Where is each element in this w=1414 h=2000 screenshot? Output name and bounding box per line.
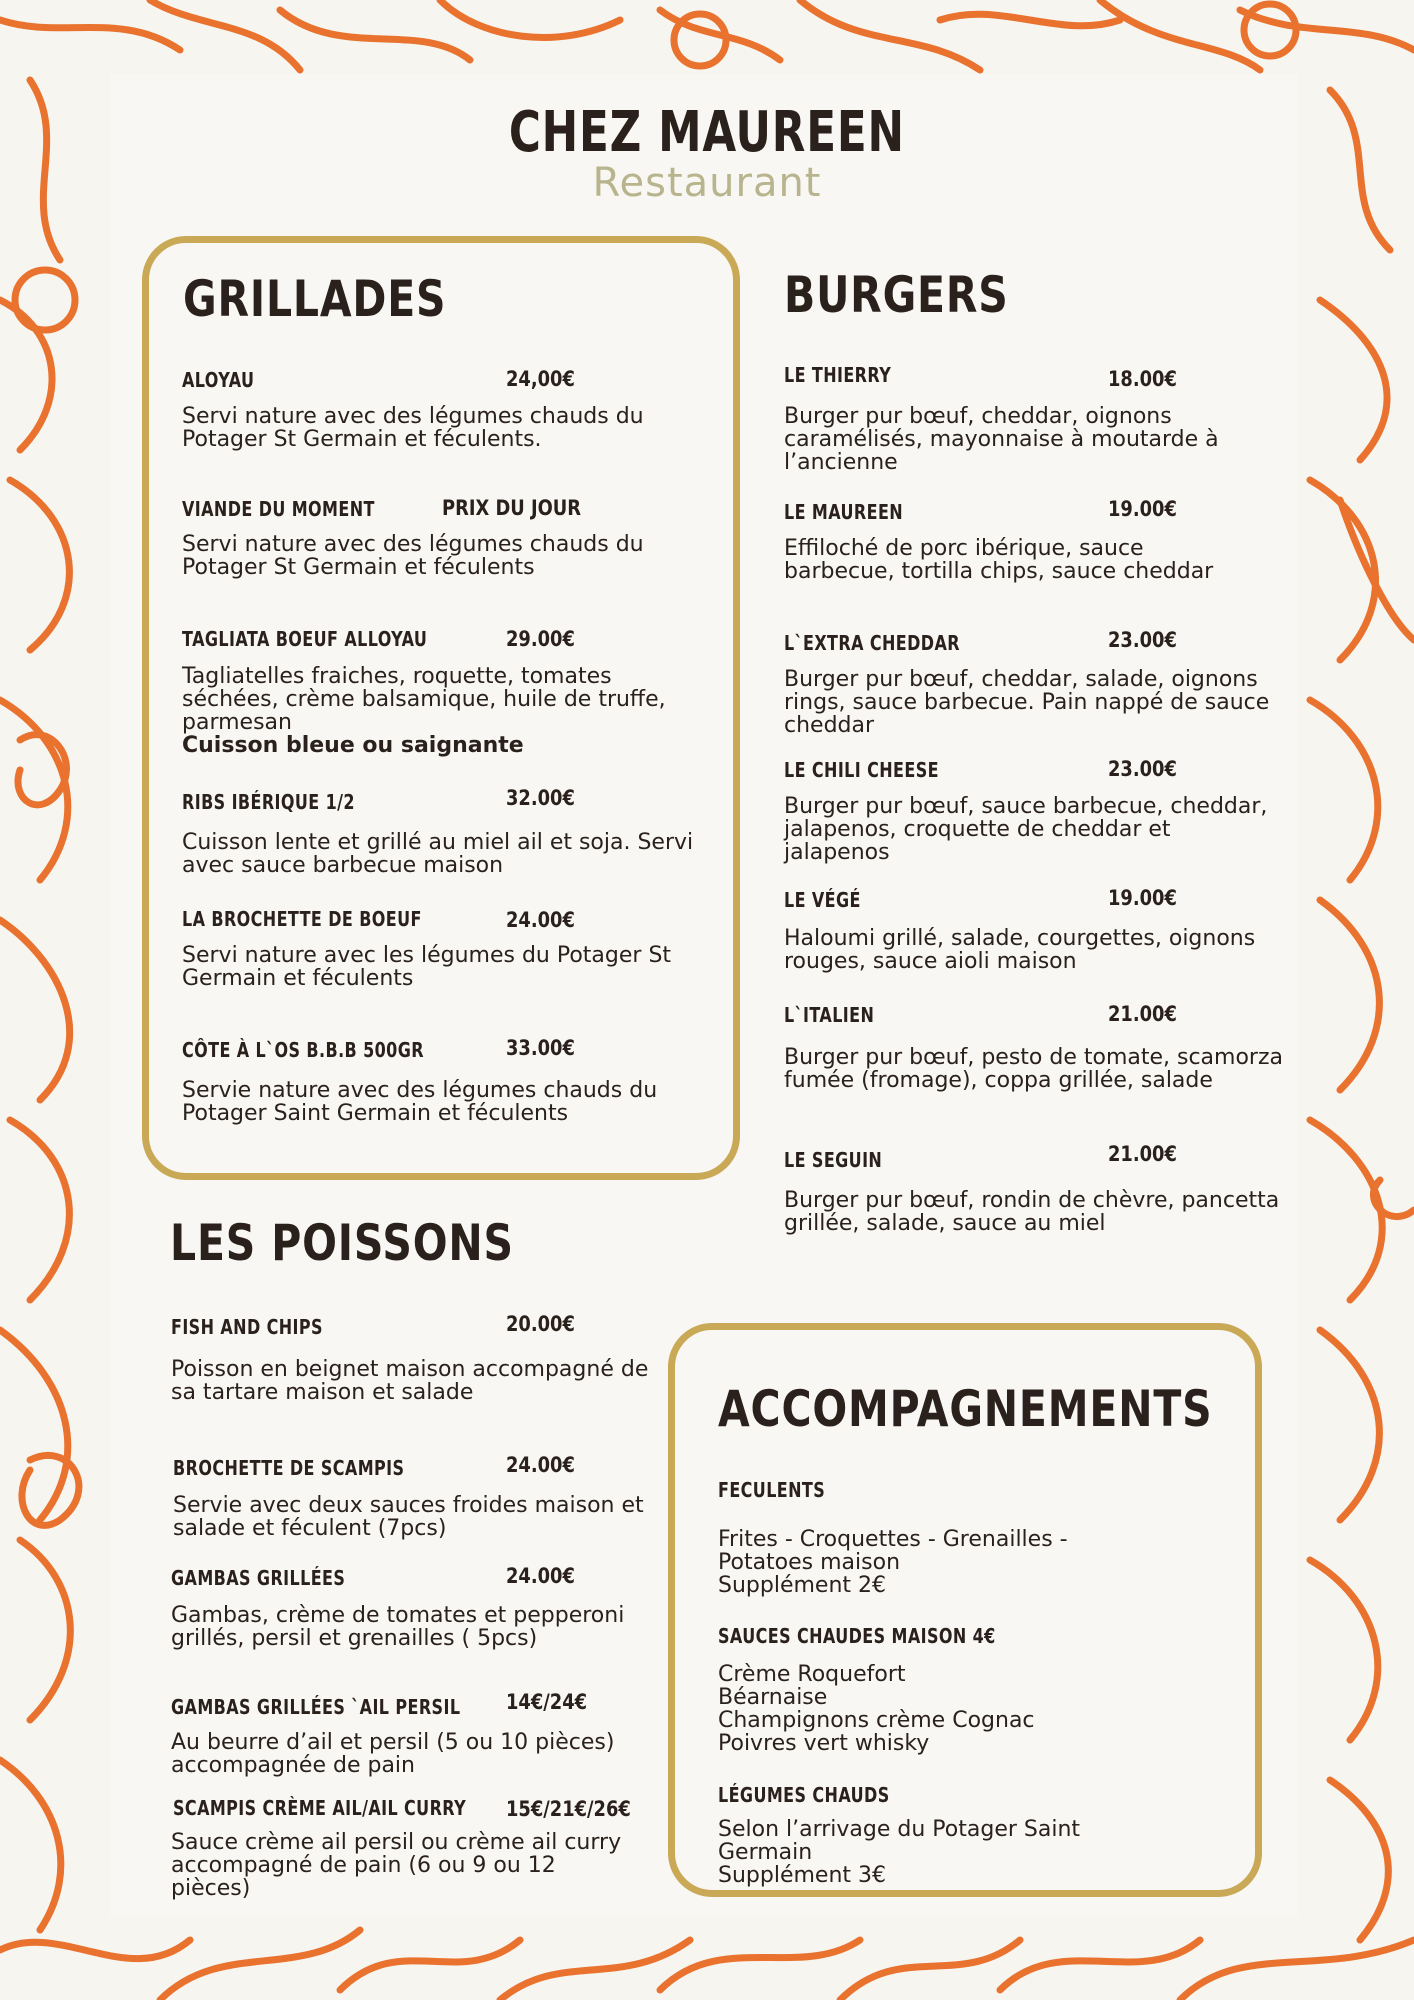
accompagnements-line: Supplément 3€ (718, 1863, 887, 1888)
burgers-item-desc: Burger pur bœuf, pesto de tomate, scamorza fumée (fromage), coppa grillée, salade (784, 1045, 1284, 1093)
burgers-item-desc: Burger pur bœuf, cheddar, salade, oignons rings, sauce barbecue. Pain nappé de sauce cheddar (784, 667, 1270, 738)
poissons-title: LES POISSONS (170, 1214, 514, 1272)
accompagnements-line: Béarnaise (718, 1685, 828, 1710)
grillades-title: GRILLADES (183, 270, 447, 328)
grillades-item-price: PRIX DU JOUR (442, 496, 582, 520)
grillades-item-price: 32.00€ (506, 786, 575, 810)
poissons-item-desc: Au beurre d’ail et persil (5 ou 10 pièces) accompagnée de pain (171, 1730, 615, 1778)
accompagnements-line: Germain (718, 1840, 813, 1865)
poissons-item-price: 14€/24€ (506, 1690, 588, 1714)
restaurant-name-text: CHEZ MAUREEN (509, 100, 905, 165)
burgers-item-price: 23.00€ (1108, 757, 1177, 781)
burgers-item-price: 19.00€ (1108, 497, 1177, 521)
accompagnements-group-lines (718, 1528, 1218, 1597)
poissons-item-desc: Gambas, crème de tomates et pepperoni grillés, persil et grenailles ( 5pcs) (171, 1603, 625, 1651)
accompagnements-group-name: SAUCES CHAUDES MAISON 4€ (718, 1624, 996, 1648)
burgers-item-price: 21.00€ (1108, 1002, 1177, 1026)
poissons-item-price: 15€/21€/26€ (506, 1797, 631, 1821)
burgers-item-desc: Burger pur bœuf, rondin de chèvre, pancetta grillée, salade, sauce au miel (784, 1188, 1280, 1236)
grillades-item-name: TAGLIATA BOEUF ALLOYAU (182, 627, 428, 651)
burgers-item-desc: Haloumi grillé, salade, courgettes, oignons rouges, sauce aioli maison (784, 926, 1256, 974)
grillades-item-desc: Cuisson lente et grillé au miel ail et soja. Servi avec sauce barbecue maison (182, 830, 694, 878)
grillades-item-desc (182, 665, 702, 757)
poissons-item-name: GAMBAS GRILLÉES `AIL PERSIL (171, 1695, 461, 1719)
poissons-item-price: 24.00€ (506, 1564, 575, 1588)
grillades-item-price: 33.00€ (506, 1036, 575, 1060)
poissons-item-name: GAMBAS GRILLÉES (171, 1566, 346, 1590)
poissons-item-desc: Poisson en beignet maison accompagné de sa tartare maison et salade (171, 1357, 649, 1405)
accompagnements-title: ACCOMPAGNEMENTS (718, 1380, 1213, 1438)
grillades-item-name: VIANDE DU MOMENT (182, 497, 375, 521)
burgers-item-name: LE MAUREEN (784, 500, 904, 524)
accompagnements-group-name: FECULENTS (718, 1478, 826, 1502)
grillades-item-price: 24,00€ (506, 367, 575, 391)
cuisson-note: Cuisson bleue ou saignante (182, 733, 524, 758)
burgers-item-price: 23.00€ (1108, 628, 1177, 652)
burgers-item-desc: Burger pur bœuf, cheddar, oignons caramélisés, mayonnaise à moutarde à l’ancienne (784, 404, 1219, 475)
burgers-item-name: LE CHILI CHEESE (784, 758, 939, 782)
grillades-item-name: RIBS IBÉRIQUE 1/2 (182, 790, 355, 814)
accompagnements-line: Poivres vert whisky (718, 1731, 930, 1756)
accompagnements-line: Champignons crème Cognac (718, 1708, 1035, 1733)
poissons-item-price: 24.00€ (506, 1453, 575, 1477)
poissons-item-price: 20.00€ (506, 1312, 575, 1336)
grillades-item-price: 24.00€ (506, 908, 575, 932)
burgers-item-price: 18.00€ (1108, 367, 1177, 391)
poissons-item-name: SCAMPIS CRÈME AIL/AIL CURRY (173, 1796, 467, 1820)
poissons-item-name: FISH AND CHIPS (171, 1315, 323, 1339)
burgers-item-desc: Effiloché de porc ibérique, sauce barbecue, tortilla chips, sauce cheddar (784, 536, 1214, 584)
burgers-item-name: LE VÉGÉ (784, 888, 861, 912)
grillades-item-desc: Servie nature avec des légumes chauds du Potager Saint Germain et féculents (182, 1078, 658, 1126)
burgers-item-name: LE THIERRY (784, 363, 892, 387)
burgers-item-price: 19.00€ (1108, 886, 1177, 910)
grillades-item-desc: Servi nature avec les légumes du Potager St Germain et féculents (182, 943, 672, 991)
grillades-item-name: ALOYAU (182, 368, 255, 392)
burgers-item-name: L`ITALIEN (784, 1003, 875, 1027)
accompagnements-line: Potatoes maison (718, 1550, 901, 1575)
restaurant-subtitle: Restaurant (592, 160, 822, 206)
poissons-item-desc: Servie avec deux sauces froides maison et salade et féculent (7pcs) (173, 1493, 644, 1541)
accompagnements-line: Selon l’arrivage du Potager Saint (718, 1817, 1081, 1842)
burgers-item-name: L`EXTRA CHEDDAR (784, 631, 960, 655)
grillades-item-desc: Servi nature avec des légumes chauds du Potager St Germain et féculents (182, 532, 644, 580)
accompagnements-group-lines (718, 1663, 1218, 1755)
accompagnements-line: Crème Roquefort (718, 1662, 906, 1687)
burgers-item-desc: Burger pur bœuf, sauce barbecue, cheddar, jalapenos, croquette de cheddar et jalapenos (784, 794, 1268, 865)
accompagnements-group-name: LÉGUMES CHAUDS (718, 1783, 890, 1807)
poissons-item-desc: Sauce crème ail persil ou crème ail curry accompagné de pain (6 ou 9 ou 12 pièces) (171, 1830, 622, 1901)
grillades-item-desc: Servi nature avec des légumes chauds du Potager St Germain et féculents. (182, 404, 644, 452)
grillades-item-name: CÔTE À L`OS B.B.B 500GR (182, 1038, 424, 1062)
accompagnements-line: Supplément 2€ (718, 1573, 887, 1598)
restaurant-name (0, 100, 1414, 165)
burgers-title: BURGERS (784, 266, 1009, 324)
burgers-item-name: LE SEGUIN (784, 1148, 883, 1172)
poissons-item-name: BROCHETTE DE SCAMPIS (173, 1456, 405, 1480)
grillades-item-desc-text: Tagliatelles fraiches, roquette, tomates séchées, crème balsamique, huile de truffe, parmesan (182, 664, 666, 735)
accompagnements-group-lines (718, 1818, 1218, 1887)
grillades-item-price: 29.00€ (506, 627, 575, 651)
burgers-item-price: 21.00€ (1108, 1142, 1177, 1166)
accompagnements-line: Frites - Croquettes - Grenailles - (718, 1527, 1068, 1552)
grillades-item-name: LA BROCHETTE DE BOEUF (182, 907, 422, 931)
